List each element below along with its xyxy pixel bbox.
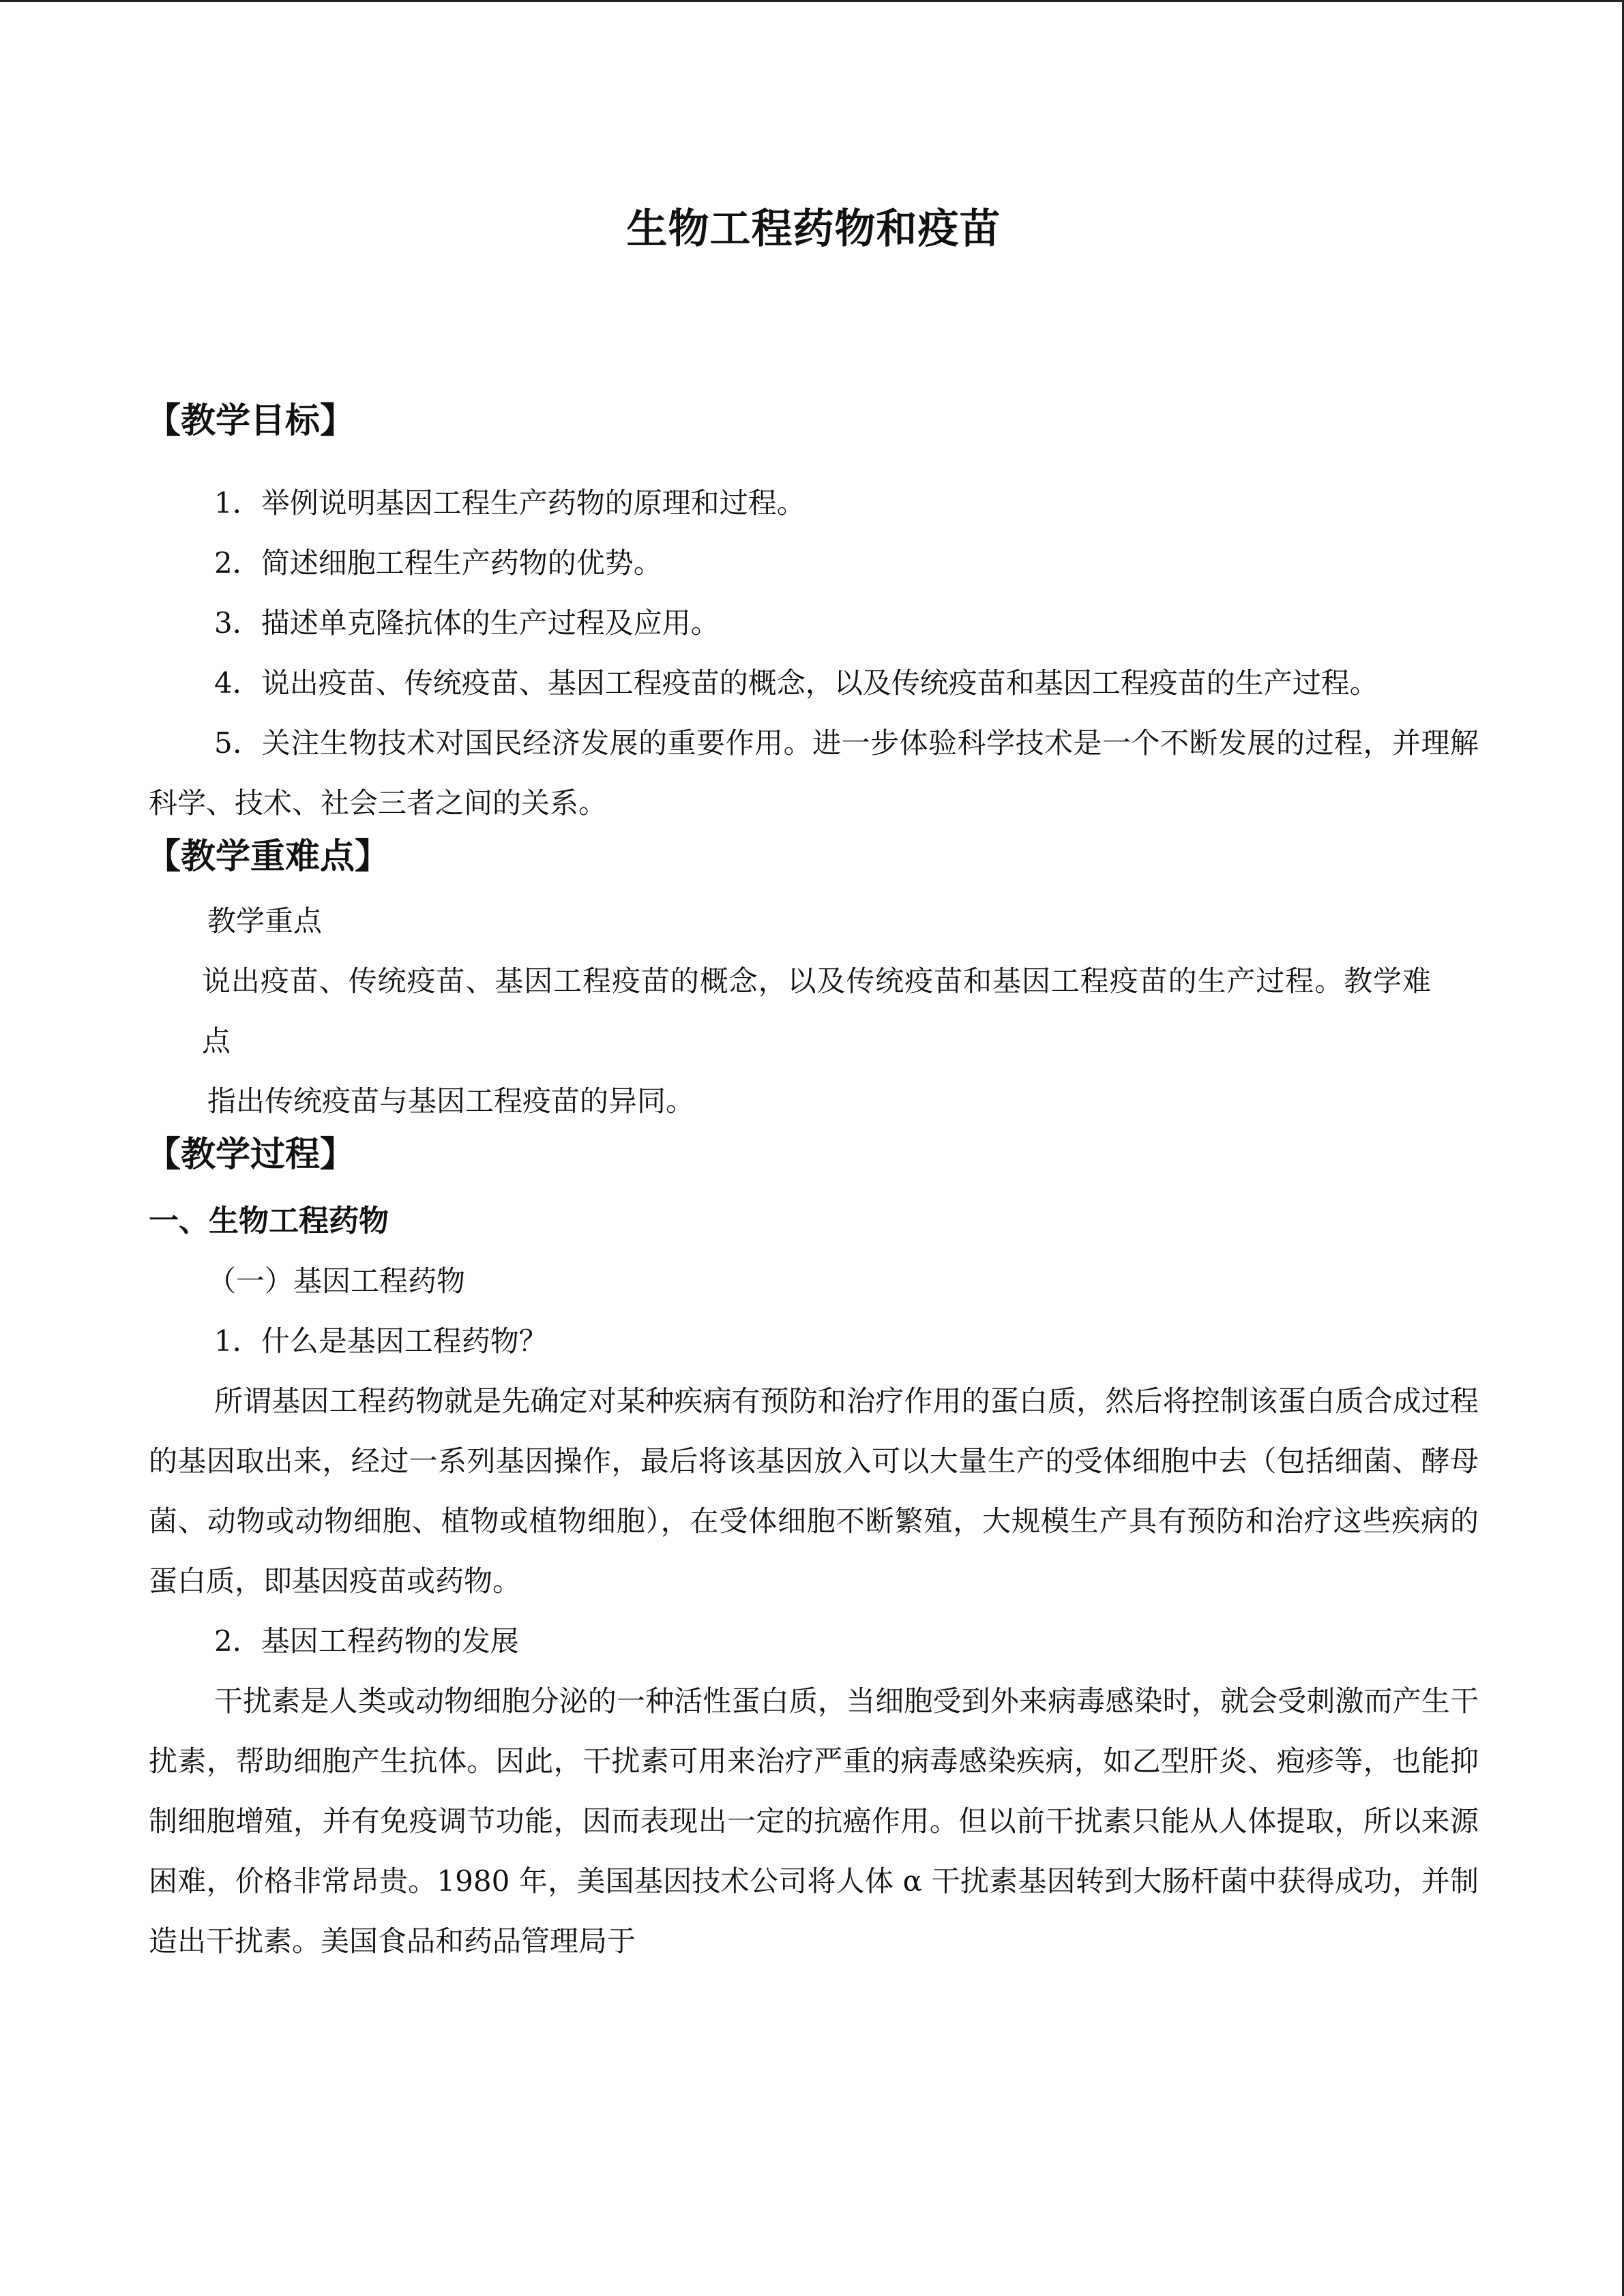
objective-item: 2．简述细胞工程生产药物的优势。 — [214, 546, 662, 580]
part1-title: 一、生物工程药物 — [149, 1203, 389, 1238]
objective-item: 4．说出疫苗、传统疫苗、基因工程疫苗的概念，以及传统疫苗和基因工程疫苗的生产过程。 — [214, 666, 1378, 700]
process-heading: 【教学过程】 — [146, 1135, 355, 1176]
key-points-heading: 【教学重难点】 — [146, 837, 390, 878]
objective-item: 1．举例说明基因工程生产药物的原理和过程。 — [214, 486, 806, 520]
q1-title: 1．什么是基因工程药物？ — [214, 1324, 548, 1358]
document-page — [146, 205, 1479, 1971]
difficulty-text: 指出传统疫苗与基因工程疫苗的异同。 — [207, 1084, 695, 1118]
objective-item: 5．关注生物技术对国民经济发展的重要作用。进一步体验科学技术是一个不断发展的过程，并理解科学、技术、社会三者之间的关系。 — [149, 726, 1479, 820]
document-title: 生物工程药物和疫苗 — [626, 205, 1001, 253]
q1-text: 所谓基因工程药物就是先确定对某种疾病有预防和治疗作用的蛋白质，然后将控制该蛋白质合成过程的基因取出来，经过一系列基因操作，最后将该基因放入可以大量生产的受体细胞中去（包括细菌、酵母菌、动物或动物细胞、植物或植物细胞），在受体细胞不断繁殖，大规模生产具有预防和治疗这些疾病的蛋白质，即基因疫苗或药物。 — [149, 1384, 1479, 1598]
objective-item: 3．描述单克隆抗体的生产过程及应用。 — [214, 606, 720, 640]
focus-text: 说出疫苗、传统疫苗、基因工程疫苗的概念，以及传统疫苗和基因工程疫苗的生产过程。教学难点 — [202, 964, 1431, 1058]
page-border-top — [0, 0, 1624, 2]
objectives-heading: 【教学目标】 — [146, 401, 355, 441]
focus-label: 教学重点 — [207, 904, 323, 938]
sub1-title: （一）基因工程药物 — [207, 1264, 466, 1298]
q2-text: 干扰素是人类或动物细胞分泌的一种活性蛋白质，当细胞受到外来病毒感染时，就会受刺激而产生干扰素，帮助细胞产生抗体。因此，干扰素可用来治疗严重的病毒感染疾病，如乙型肝炎、疱疹等，也能抑制细胞增殖，并有免疫调节功能，因而表现出一定的抗癌作用。但以前干扰素只能从人体提取，所以来源困难，价格非常昂贵。1980 年，美国基因技术公司将人体 α 干扰素基因转到大肠杆菌中获得成功，并制造出干扰素。美国食品和药品管理局于 — [149, 1684, 1479, 1958]
q2-title: 2．基因工程药物的发展 — [214, 1624, 519, 1658]
